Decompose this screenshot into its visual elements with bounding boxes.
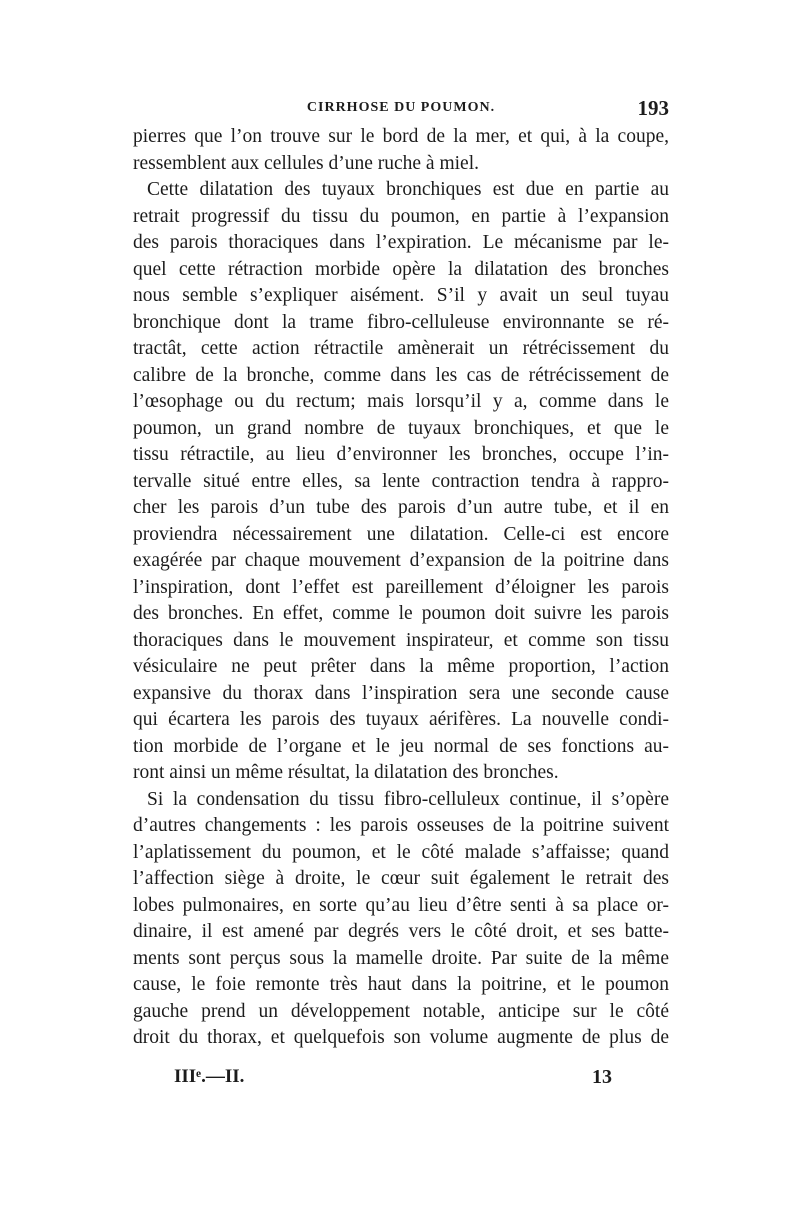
body-text <box>133 124 669 1052</box>
text-line: qui écartera les parois des tuyaux aérifères. La nouvelle condi- <box>133 709 669 730</box>
text-line: poumon, un grand nombre de tuyaux bronchiques, et que le <box>133 417 669 439</box>
text-line: dinaire, il est amené par degrés vers le côté droit, et ses batte- <box>133 921 669 942</box>
text-line: exagérée par chaque mouvement d’expansion de la poitrine dans <box>133 550 669 571</box>
text-line: quel cette rétraction morbide opère la dilatation des bronches <box>133 258 669 280</box>
text-line: l’inspiration, dont l’effet est pareillement d’éloigner les parois <box>133 576 669 598</box>
text-line: l’aplatissement du poumon, et le côté malade s’affaisse; quand <box>133 841 669 863</box>
text-line: des parois thoraciques dans l’expiration. Le mécanisme par le- <box>133 232 669 253</box>
text-line: cause, le foie remonte très haut dans la poitrine, et le poumon <box>133 974 669 995</box>
text-line: bronchique dont la trame fibro-celluleuse environnante se ré- <box>133 311 669 333</box>
text-line: tion morbide de l’organe et le jeu normal de ses fonctions au- <box>133 735 669 757</box>
paragraph <box>133 124 669 177</box>
text-line: nous semble s’expliquer aisément. S’il y avait un seul tuyau <box>133 285 669 306</box>
text-line: d’autres changements : les parois osseuses de la poitrine suivent <box>133 815 669 836</box>
text-line: gauche prend un développement notable, anticipe sur le côté <box>133 1000 669 1022</box>
text-line: retrait progressif du tissu du poumon, en partie à l’expansion <box>133 205 669 227</box>
text-line: Cette dilatation des tuyaux bronchiques est due en partie au <box>147 179 669 200</box>
text-line: tractât, cette action rétractile amènerait un rétrécissement du <box>133 338 669 359</box>
text-line: expansive du thorax dans l’inspiration sera une seconde cause <box>133 682 669 704</box>
text-line: vésiculaire ne peut prêter dans la même proportion, l’action <box>133 656 669 677</box>
text-line: ressemblent aux cellules d’une ruche à miel. <box>133 152 479 174</box>
text-line: ments sont perçus sous la mamelle droite. Par suite de la même <box>133 947 669 969</box>
running-head <box>133 96 669 122</box>
text-line: l’affection siège à droite, le cœur suit également le retrait des <box>133 868 669 889</box>
text-line: droit du thorax, et quelquefois son volume augmente de plus de <box>133 1027 669 1048</box>
text-line: proviendra nécessairement une dilatation. Celle-ci est encore <box>133 523 669 545</box>
text-line: lobes pulmonaires, en sorte qu’au lieu d’être senti à sa place or- <box>133 894 669 916</box>
text-line: ront ainsi un même résultat, la dilatation des bronches. <box>133 762 559 783</box>
text-line: pierres que l’on trouve sur le bord de la mer, et qui, à la coupe, <box>133 126 669 147</box>
text-line: calibre de la bronche, comme dans les cas de rétrécissement de <box>133 364 669 386</box>
text-line: tervalle situé entre elles, sa lente contraction tendra à rappro- <box>133 470 669 492</box>
text-line: cher les parois d’un tube des parois d’un autre tube, et il en <box>133 497 669 518</box>
page-number: 193 <box>637 96 669 120</box>
signature-mark: IIIᵉ.—II. <box>174 1066 245 1087</box>
text-line: Si la condensation du tissu fibro-celluleux continue, il s’opère <box>147 788 669 810</box>
text-line: thoraciques dans le mouvement inspirateur, et comme son tissu <box>133 629 669 651</box>
running-title: CIRRHOSE DU POUMON. <box>306 100 496 115</box>
paragraph <box>133 177 669 787</box>
page-footer <box>174 1066 620 1094</box>
text-line: l’œsophage ou du rectum; mais lorsqu’il y a, comme dans le <box>133 391 669 412</box>
text-line: tissu rétractile, au lieu d’environner les bronches, occupe l’in- <box>133 444 669 465</box>
paragraph <box>133 787 669 1052</box>
text-line: des bronches. En effet, comme le poumon doit suivre les parois <box>133 603 669 624</box>
signature-number: 13 <box>592 1066 612 1088</box>
